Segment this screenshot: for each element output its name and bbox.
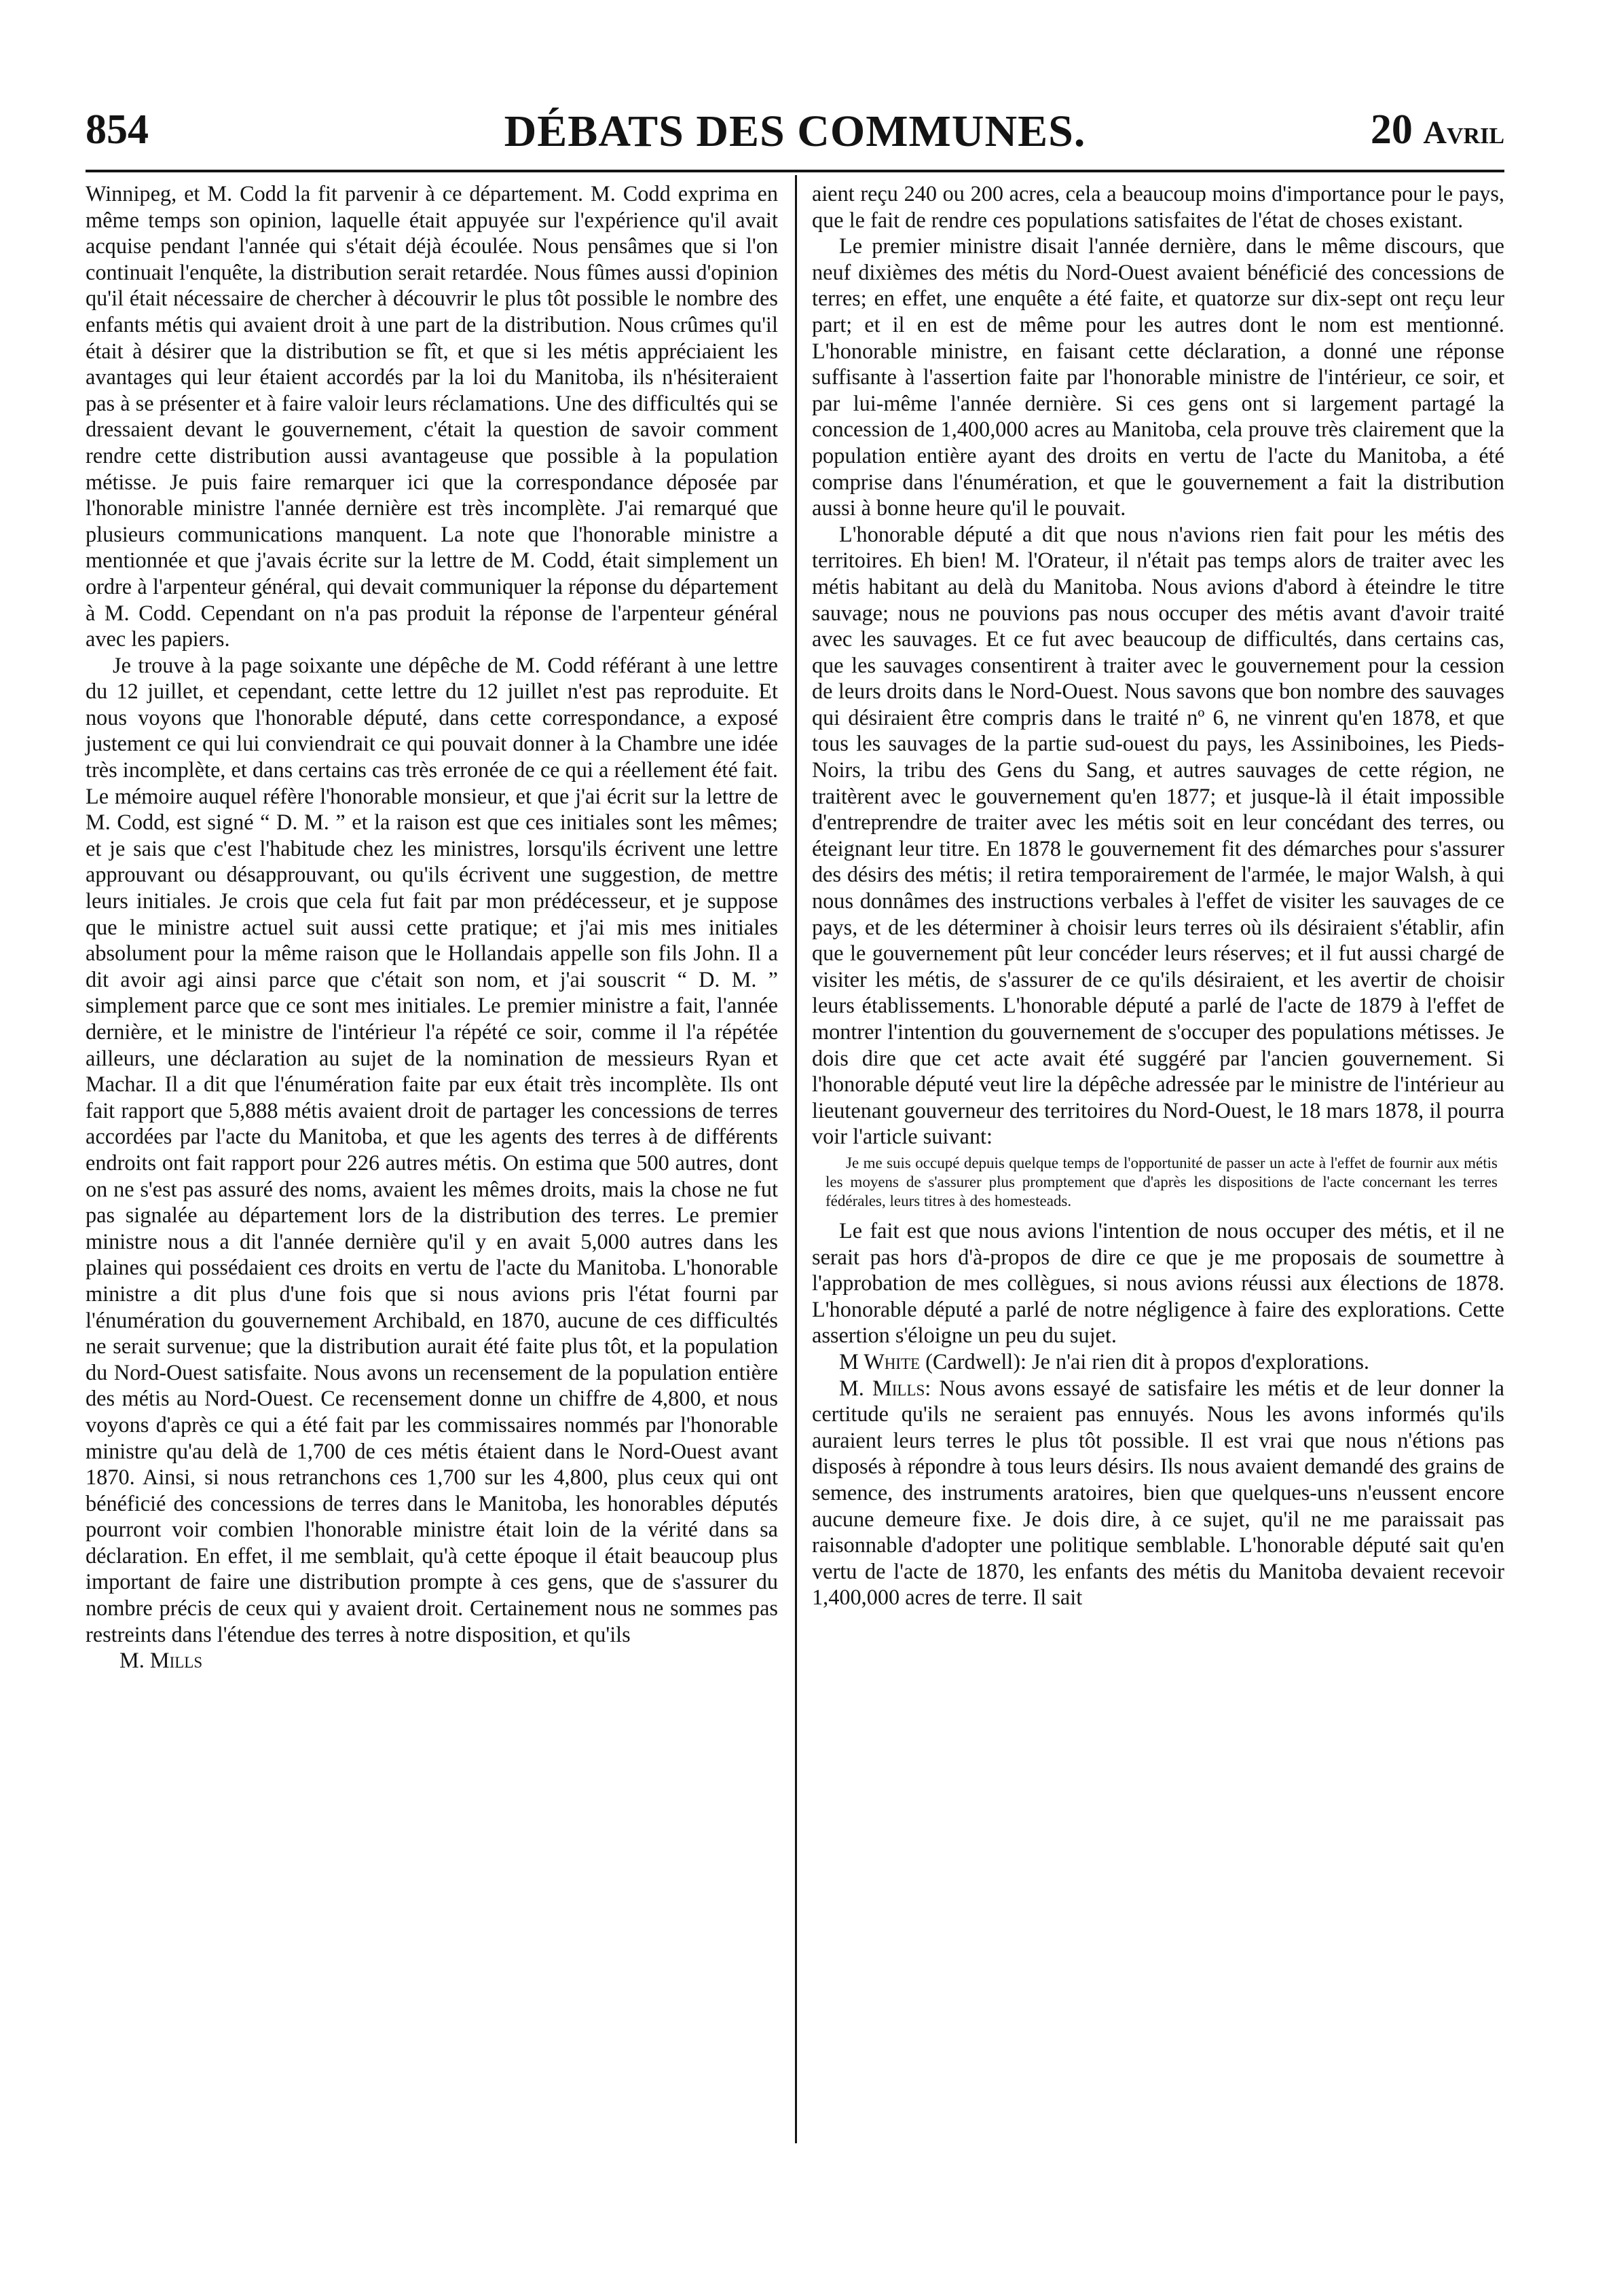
speech-text: Nous avons essayé de satisfaire les métis et de leur donner la certitude qu'ils ne seraient pas ennuyés. Nous les avons informés qu'ils auraient leurs terres le plus tôt possible. Il est vrai que nous n'étions pas disposés à répondre à tous leurs désirs. Ils nous avaient demandé des grains de semence, des instruments aratoires, bien que quelques-uns n'eussent encore aucune demeure fixe. Je dois dire, à ce sujet, qu'il ne me paraissait pas raisonnable d'adopter une politique semblable. L'honorable député sait qu'en vertu de l'acte de 1870, les enfants des métis du Manitoba devaient recevoir 1,400,000 acres de terre. Il sait [812, 1375, 1504, 1610]
left-column [86, 181, 778, 1674]
speaker-signature: M. Mills [119, 1648, 203, 1673]
page-header [86, 102, 1504, 172]
speech-text: (Cardwell): Je n'ai rien dit à propos d'explorations. [925, 1349, 1369, 1374]
paragraph: Je trouve à la page soixante une dépêche de M. Codd référant à une lettre du 12 juillet, et cependant, cette lettre du 12 juillet n'est pas reproduite. Et nous voyons que l'honorable député, dans cette correspondance, a exposé justement ce qui lui conviendrait ce qui pouvait donner à la Chambre une idée très incomplète, et dans certains cas très erronée de ce qui a réellement été fait. Le mémoire auquel réfère l'honorable monsieur, et que j'ai écrit sur la lettre de M. Codd, est signé “ D. M. ” et la raison est que ces initiales sont les mêmes; et je sais que c'est l'habitude chez les ministres, lorsqu'ils écrivent une lettre approuvant ou désapprouvant, ou qu'ils écrivent une suggestion, de mettre leurs initiales. Je crois que cela fut fait par mon prédécesseur, et je suppose que le ministre actuel suit aussi cette pratique; et j'ai mis mes initiales absolument pour la même raison que le Hollandais appelle son fils John. Il a dit avoir agi ainsi parce que c'était son nom, et j'ai souscrit “ D. M. ” simplement parce que ce sont mes initiales. Le premier ministre a fait, l'année dernière, et le ministre de l'intérieur l'a répété ce soir, comme il l'a répétée ailleurs, une déclaration au sujet de la nomination de messieurs Ryan et Machar. Il a dit que l'énumération faite par eux était très incomplète. Ils ont fait rapport que 5,888 métis avaient droit de partager les concessions de terres accordées par l'acte du Manitoba, et que les agents des terres à de différents endroits ont fait rapport pour 226 autres métis. On estima que 500 autres, dont on ne s'est pas assuré des noms, avaient les mêmes droits, mais la chose ne fut pas signalée au département lors de la distribution des terres. Le premier ministre nous a dit l'année dernière qu'il y en avait 5,000 autres dans les plaines qui possédaient ces droits en vertu de l'acte du Manitoba. L'honorable ministre a dit plus d'une fois que si nous avions pris l'état fourni par l'énumération du gouvernement Archibald, en 1870, aucune de ces difficultés ne serait survenue; que la distribution aurait été faite plus tôt, et la population du Nord-Ouest satisfaite. Nous avons un recensement de la population entière des métis au Nord-Ouest. Ce recensement donne un chiffre de 4,800, et nous voyons d'après ce qui a été fait par les commissaires nommés par l'honorable ministre qu'au delà de 1,700 de ces métis étaient dans le Nord-Ouest avant 1870. Ainsi, si nous retranchons ces 1,700 sur les 4,800, plus ceux qui ont bénéficié des concessions de terres dans le Manitoba, les honorables députés pourront voir combien l'honorable ministre était loin de la vérité dans sa déclaration. En effet, il me semblait, qu'à cette époque il était beaucoup plus important de faire une distribution prompte à ces gens, que de s'assurer du nombre précis de ceux qui y avaient droit. Certainement nous ne sommes pas restreints dans l'étendue des terres à notre disposition, et qu'ils [86, 652, 778, 1646]
date-month: Avril [1423, 115, 1504, 151]
column-divider [795, 175, 797, 2143]
page-date [1371, 106, 1504, 154]
paragraph: aient reçu 240 ou 200 acres, cela a beaucoup moins d'importance pour le pays, que le fait de rendre ces populations satisfaites de l'état de choses existant. [812, 181, 1504, 232]
page-title: DÉBATS DES COMMUNES. [504, 107, 1086, 156]
page-number: 854 [86, 107, 149, 153]
paragraph: Winnipeg, et M. Codd la fit parvenir à ce département. M. Codd exprima en même temps son opinion, laquelle était appuyée sur l'expérience qu'il avait acquise pendant l'année qui s'était déjà écoulée. Nous pensâmes que si l'on continuait l'enquête, la distribution serait retardée. Nous fûmes aussi d'opinion qu'il était nécessaire de chercher à découvrir le plus tôt possible le nombre des enfants métis qui avaient droit à une part de la distribution. Nous crûmes qu'il était à désirer que la distribution se fît, et que si les métis appréciaient les avantages qui leur étaient accordés par la loi du Manitoba, ils n'hésiteraient pas à se présenter et à faire valoir leurs réclamations. Une des difficultés qui se dressaient devant le gouvernement, c'était la question de savoir comment rendre cette distribution aussi avantageuse que possible à la population métisse. Je puis faire remarquer ici que la correspondance déposée par l'honorable ministre l'année dernière est très incomplète. J'ai remarqué que plusieurs communications manquent. La note que l'honorable ministre a mentionnée et que j'avais écrite sur la lettre de M. Codd, était simplement un ordre à l'arpenteur général, qui devait communiquer la réponse du département à M. Codd. Cependant on n'a pas produit la réponse de l'arpenteur général avec les papiers. [86, 181, 778, 652]
right-column [812, 181, 1504, 1611]
paragraph: Le premier ministre disait l'année dernière, dans le même discours, que neuf dixièmes des métis du Nord-Ouest avaient bénéficié des concessions de terres; en effet, une enquête a été faite, et quatorze sur dix-sept ont reçu leur part; et il en est de même pour les autres dont le nom est mentionné. L'honorable ministre, en faisant cette déclaration, a donné une réponse suffisante à l'assertion faite par l'honorable ministre de l'intérieur, ce soir, et par lui-même l'année dernière. Si ces gens ont si largement partagé la concession de 1,400,000 acres au Manitoba, cela prouve très clairement que la population entière ayant des droits en vertu de l'acte du Manitoba, a été comprise dans l'énumération, et que le gouvernement a fait la distribution aussi à bonne heure qu'il le pouvait. [812, 233, 1504, 521]
document-page [86, 102, 1504, 2240]
date-day: 20 [1370, 107, 1413, 153]
speaker-paragraph-mills [812, 1375, 1504, 1611]
paragraph: L'honorable député a dit que nous n'avions rien fait pour les métis des territoires. Eh bien! M. l'Orateur, il n'était pas temps alors de traiter avec les métis habitant au delà du Manitoba. Nous avions d'abord à éteindre le titre sauvage; nous ne pouvions pas nous occuper des métis avant d'avoir traité avec les sauvages. Et ce fut avec beaucoup de difficultés, dans certains cas, que les sauvages consentirent à traiter avec le gouvernement pour la cession de leurs droits dans le Nord-Ouest. Nous savons que bon nombre des sauvages qui désiraient être compris dans le traité nº 6, ne vinrent qu'en 1878, et que tous les sauvages de la partie sud-ouest du pays, les Assiniboines, les Pieds-Noirs, la tribu des Gens du Sang, et autres sauvages de cette région, ne traitèrent avec le gouvernement qu'en 1877; et jusque-là il était impossible d'entreprendre de traiter avec les métis soit en leur concédant des terres, ou éteignant leur titre. En 1878 le gouvernement fit des démarches pour s'assurer des désirs des métis; il retira temporairement de l'armée, le major Walsh, à qui nous donnâmes des instructions verbales à l'effet de visiter les sauvages de ce pays, et de les déterminer à choisir leurs terres où ils désiraient s'établir, afin que le gouvernement pût leur concéder leurs réserves; et il fut aussi chargé de visiter les métis, de s'assurer de ce qu'ils désiraient, et les avertir de choisir leurs établissements. L'honorable député a parlé de l'acte de 1879 à l'effet de montrer l'intention du gouvernement de s'occuper des populations métisses. Je dois dire que cet acte avait été suggéré par l'ancien gouvernement. Si l'honorable député veut lire la dépêche adressée par le ministre de l'intérieur au lieutenant gouverneur des territoires du Nord-Ouest, le 18 mars 1878, il pourra voir l'article suivant: [812, 521, 1504, 1149]
speaker-name: M White [839, 1349, 921, 1374]
speaker-name: M. Mills: [839, 1375, 931, 1400]
speaker-paragraph-white [812, 1349, 1504, 1375]
paragraph: Le fait est que nous avions l'intention de nous occuper des métis, et il ne serait pas hors d'à-propos de dire ce que je me proposais de soumettre à l'approbation de mes collègues, si nous avions réussi aux élections de 1878. L'honorable député a parlé de notre négligence à faire des explorations. Cette assertion s'éloigne un peu du sujet. [812, 1218, 1504, 1348]
block-quote: Je me suis occupé depuis quelque temps de l'opportunité de passer un acte à l'effet de fournir aux métis les moyens de s'assurer plus promptement que d'après les dispositions de l'acte concernant les terres fédérales, leurs titres à des homesteads. [826, 1154, 1498, 1209]
